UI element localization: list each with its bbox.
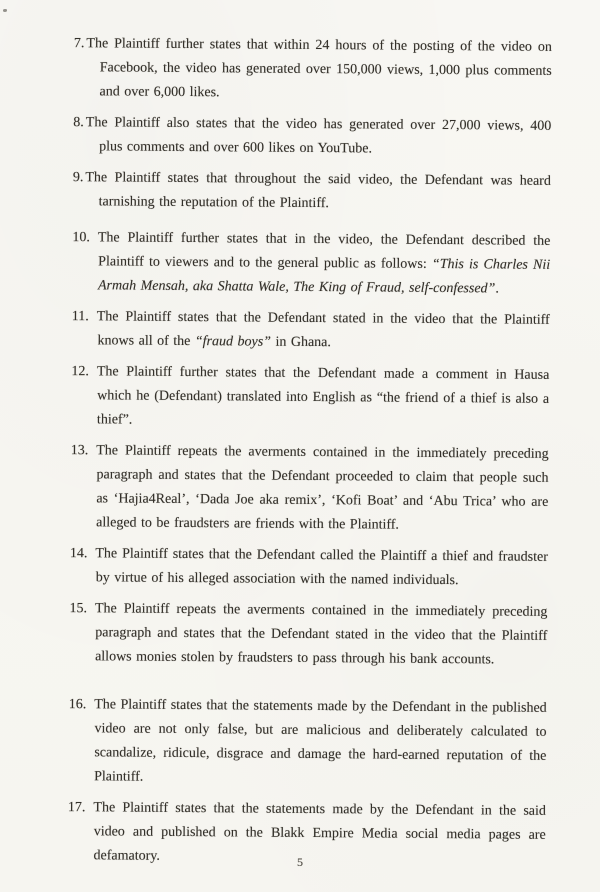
paragraph-number: 14. bbox=[69, 546, 88, 562]
paragraph bbox=[69, 597, 548, 673]
paragraph-number: 15. bbox=[69, 601, 88, 617]
paragraph-text: in Ghana. bbox=[270, 334, 331, 351]
paragraph-text: The Plaintiff states that the statements made by the Defendant in the published video are not only false, but are malicious and deliberately calculated to scandalize, ridicule, disgrace and damage the hard-earned reputation of the Plaintiff. bbox=[94, 697, 547, 785]
paragraph-text: The Plaintiff states that the Defendant called the Plaintiff a thief and fraudster by virtue of his alleged association with the named individuals. bbox=[95, 546, 548, 589]
paragraph bbox=[71, 360, 550, 436]
paragraph bbox=[70, 542, 548, 594]
paragraph bbox=[72, 226, 551, 302]
page-number: 5 bbox=[297, 855, 303, 869]
paragraph bbox=[73, 166, 551, 218]
paragraph-text: The Plaintiff states that the Defendant stated in the video that the Plaintiff knows all of the bbox=[96, 309, 550, 350]
paragraph-number: 9. bbox=[72, 170, 84, 186]
paragraph-text: The Plaintiff states that throughout the said video, the Defendant was heard tarnishing the reputation of the Plaintiff. bbox=[85, 170, 551, 212]
scan-speck-artifact bbox=[3, 9, 7, 12]
paragraph-number: 17. bbox=[67, 800, 86, 816]
quoted-italic-text: “fraud boys” bbox=[194, 334, 272, 350]
paragraph bbox=[68, 693, 547, 793]
paragraph-text: The Plaintiff states that the statements made by the Defendant in the said video and published on the Blakk Empire Media social media pages are defamatory. bbox=[93, 800, 546, 864]
paragraph bbox=[70, 439, 549, 539]
paragraph-number: 11. bbox=[71, 309, 89, 325]
paragraph-text: The Plaintiff further states that within 24 hours of the posting of the video on Facebook, the video has generated over 150,000 views, 1,000 plus comments and over 6,000 likes. bbox=[86, 36, 552, 101]
paragraph-number: 8. bbox=[73, 115, 84, 131]
paragraph-number: 7. bbox=[73, 36, 85, 52]
paragraph bbox=[73, 111, 551, 163]
paragraph-text: The Plaintiff also states that the video has generated over 27,000 views, 400 plus comments and over 600 likes on YouTube. bbox=[85, 115, 552, 157]
paragraph bbox=[71, 305, 549, 357]
quoted-italic-text: “This is Charles Nii Armah Mensah, aka Shatta Wale, The King of Fraud, self-confessed” bbox=[97, 256, 551, 297]
paragraph-number: 13. bbox=[70, 443, 89, 459]
paragraph-text: The Plaintiff repeats the averments contained in the immediately preceding paragraph and states that the Defendant proceeded to claim that people such as ‘Hajia4Real’, ‘Dada Joe aka remix’, ‘Kofi Boat’ and ‘Abu Trica’ who are alleged to be fraudsters are friends with the Plaintiff. bbox=[96, 443, 549, 533]
paragraph bbox=[73, 32, 552, 108]
document-body bbox=[67, 32, 552, 879]
paragraph-text: The Plaintiff further states that in the video, the Defendant described the Plaintiff to viewers and to the general public as follows: bbox=[97, 230, 551, 272]
paragraph-text: . bbox=[495, 281, 499, 297]
paragraph-text: The Plaintiff repeats the averments contained in the immediately preceding paragraph and states that the Defendant stated in the video that the Plaintiff allows monies stolen by fraudsters to pass through his bank accounts. bbox=[94, 601, 548, 668]
paragraph-number: 10. bbox=[72, 230, 90, 246]
paragraph-number: 16. bbox=[68, 697, 87, 713]
paragraph-text: The Plaintiff further states that the Defendant made a comment in Hausa which he (Defendant) translated into English as “the friend of a thief is also a thief”. bbox=[96, 364, 550, 428]
paragraph-number: 12. bbox=[71, 364, 89, 380]
